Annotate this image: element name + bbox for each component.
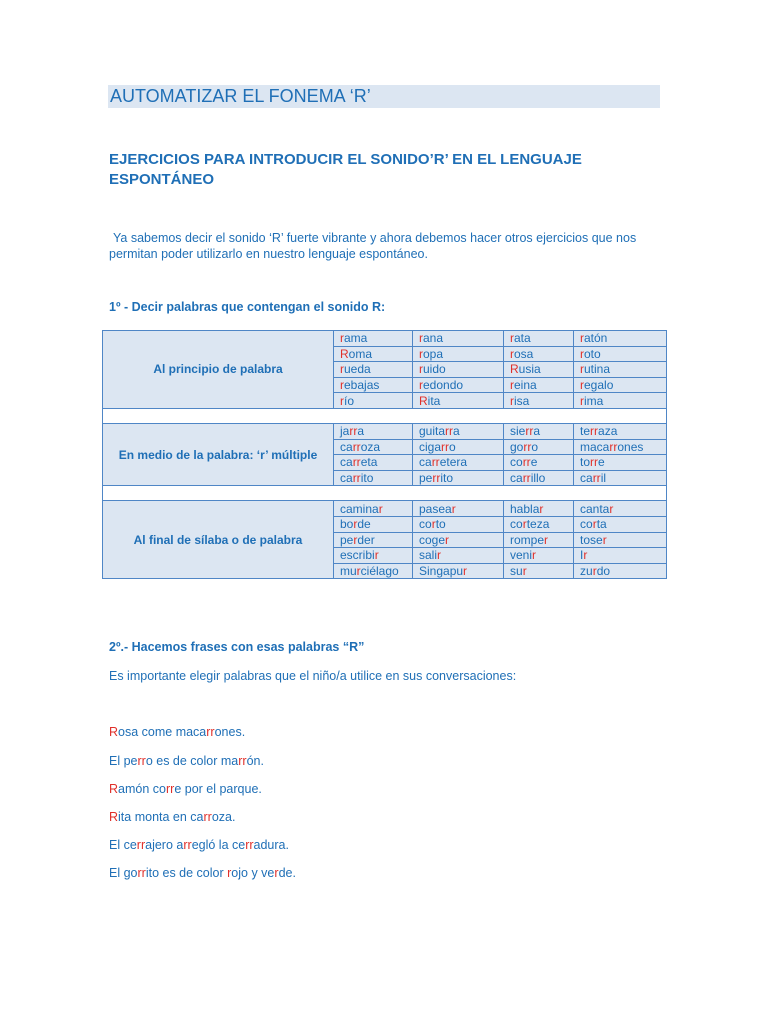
sentence-part: El ce — [109, 838, 137, 852]
word-part: ca — [340, 439, 353, 454]
word-cell — [574, 532, 667, 548]
word-cell — [334, 331, 413, 347]
r-highlight: R — [419, 393, 428, 408]
word-part: mu — [340, 564, 357, 579]
r-highlight: r — [340, 378, 344, 393]
r-highlight: rr — [609, 439, 618, 454]
word-part: e — [598, 455, 605, 470]
r-highlight: rr — [431, 455, 440, 470]
word-part: atón — [584, 331, 608, 346]
category-label: En medio de la palabra: ‘r’ múltiple — [103, 423, 334, 485]
r-highlight: r — [419, 331, 423, 346]
word-cell — [574, 470, 667, 486]
example-sentence — [109, 754, 264, 768]
word-part: opa — [423, 346, 444, 361]
r-highlight: r — [378, 501, 383, 516]
exercise-1-heading: 1º - Decir palabras que contengan el sonido R: — [109, 300, 386, 314]
word-part: habla — [510, 501, 540, 516]
word-part: ca — [510, 471, 523, 486]
word-part: ca — [580, 471, 593, 486]
word-cell — [504, 563, 574, 579]
word-part: ciélago — [360, 564, 399, 579]
r-highlight: r — [544, 532, 549, 547]
r-highlight: rr — [238, 754, 247, 768]
word-cell — [504, 423, 574, 439]
exercise-2-note: Es importante elegir palabras que el niño/a utilice en sus conversaciones: — [109, 669, 517, 683]
r-highlight: rr — [523, 439, 532, 454]
word-cell — [334, 563, 413, 579]
word-part: ca — [419, 455, 432, 470]
r-highlight: r — [510, 346, 514, 361]
r-highlight: rr — [525, 424, 534, 439]
word-cell — [574, 563, 667, 579]
word-part: a — [453, 424, 460, 439]
word-part: zu — [580, 564, 593, 579]
sentence-part: ones. — [214, 725, 246, 739]
r-highlight: r — [374, 548, 379, 563]
word-cell — [504, 362, 574, 378]
word-part: etera — [439, 455, 468, 470]
word-part: pasea — [419, 501, 452, 516]
r-highlight: rr — [432, 471, 441, 486]
word-part: edondo — [423, 378, 464, 393]
r-highlight: r — [609, 501, 614, 516]
word-part: eta — [360, 455, 378, 470]
word-part: ito — [360, 471, 374, 486]
r-highlight: R — [510, 362, 519, 377]
r-highlight: r — [510, 331, 514, 346]
sentence-part: e por el parque. — [174, 782, 262, 796]
word-cell — [504, 548, 574, 564]
word-cell — [504, 439, 574, 455]
word-cell — [413, 501, 504, 517]
exercise-2-heading: 2º.- Hacemos frases con esas palabras “R” — [109, 640, 365, 654]
word-part: su — [510, 564, 523, 579]
r-highlight: r — [431, 517, 436, 532]
word-cell — [574, 439, 667, 455]
sentence-part: El pe — [109, 754, 138, 768]
word-cell — [413, 455, 504, 471]
word-part: ca — [340, 455, 353, 470]
table-row — [103, 423, 667, 439]
r-highlight: r — [419, 362, 423, 377]
word-cell — [413, 439, 504, 455]
word-cell — [504, 470, 574, 486]
r-highlight: R — [109, 725, 119, 739]
r-highlight: r — [445, 532, 450, 547]
word-part: tose — [580, 532, 603, 547]
word-cell — [413, 362, 504, 378]
sentence-part: egló la ce — [191, 838, 246, 852]
word-part: co — [510, 455, 523, 470]
word-part: te — [580, 424, 591, 439]
r-highlight: r — [580, 362, 584, 377]
word-part: ta — [596, 517, 607, 532]
word-cell — [334, 362, 413, 378]
word-part: a — [357, 424, 365, 439]
r-highlight: r — [522, 517, 527, 532]
r-highlight: r — [602, 532, 607, 547]
r-highlight: R — [340, 346, 349, 361]
words-table-body — [103, 331, 667, 579]
word-part: oma — [348, 346, 373, 361]
word-part: usia — [518, 362, 541, 377]
word-part: co — [419, 517, 432, 532]
word-cell — [574, 346, 667, 362]
word-part: go — [510, 439, 524, 454]
word-part: canta — [580, 501, 610, 516]
word-cell — [574, 501, 667, 517]
word-part: guita — [419, 424, 446, 439]
word-part: osa — [514, 346, 534, 361]
r-highlight: r — [580, 331, 584, 346]
r-highlight: rr — [445, 424, 454, 439]
word-cell — [413, 532, 504, 548]
r-highlight: rr — [165, 782, 175, 796]
word-part: do — [596, 564, 611, 579]
r-highlight: r — [580, 378, 584, 393]
word-cell — [413, 516, 504, 532]
word-cell — [574, 423, 667, 439]
word-part: ata — [514, 331, 531, 346]
r-highlight: rr — [592, 471, 601, 486]
word-part: escribi — [340, 548, 375, 563]
example-sentence — [109, 782, 262, 796]
r-highlight: rr — [441, 439, 450, 454]
word-cell — [574, 548, 667, 564]
word-cell — [334, 423, 413, 439]
r-highlight: r — [356, 564, 361, 579]
word-part: e — [530, 455, 538, 470]
word-part: illo — [530, 471, 546, 486]
word-cell — [504, 393, 574, 409]
word-part: Singapu — [419, 564, 464, 579]
word-part: isa — [514, 393, 530, 408]
r-highlight: r — [583, 548, 588, 563]
word-part: il — [600, 471, 607, 486]
r-highlight: r — [353, 532, 358, 547]
r-highlight: r — [274, 866, 279, 880]
word-part: ama — [344, 331, 368, 346]
intro-paragraph: Ya sabemos decir el sonido ‘R’ fuerte vibrante y ahora debemos hacer otros ejercicios que nos permitan poder utilizarlo en nuestro lenguaje espontáneo. — [109, 231, 637, 261]
r-highlight: r — [340, 362, 344, 377]
word-cell — [413, 331, 504, 347]
word-cell — [574, 331, 667, 347]
r-highlight: r — [437, 548, 442, 563]
sentence-part: oza. — [211, 810, 236, 824]
word-cell — [504, 346, 574, 362]
r-highlight: rr — [522, 471, 531, 486]
word-cell — [504, 455, 574, 471]
sentence-part: adura. — [253, 838, 289, 852]
r-highlight: rr — [349, 424, 358, 439]
word-part: ones — [617, 439, 644, 454]
sentence-part: amón co — [118, 782, 166, 796]
r-highlight: rr — [203, 810, 212, 824]
word-cell — [504, 331, 574, 347]
word-cell — [334, 470, 413, 486]
r-highlight: rr — [245, 838, 254, 852]
r-highlight: rr — [590, 424, 599, 439]
word-cell — [413, 470, 504, 486]
table-row — [103, 331, 667, 347]
example-sentence — [109, 866, 296, 880]
r-highlight: rr — [137, 866, 146, 880]
r-highlight: rr — [590, 455, 599, 470]
category-label: Al final de sílaba o de palabra — [103, 501, 334, 579]
r-highlight: rr — [183, 838, 192, 852]
r-highlight: rr — [352, 471, 361, 486]
table-spacer-row — [103, 486, 667, 501]
word-cell — [413, 548, 504, 564]
word-cell — [413, 377, 504, 393]
word-cell — [334, 532, 413, 548]
word-cell — [334, 516, 413, 532]
word-cell — [504, 532, 574, 548]
r-highlight: rr — [137, 754, 146, 768]
r-highlight: r — [532, 548, 537, 563]
word-part: co — [580, 517, 593, 532]
r-highlight: r — [510, 393, 514, 408]
word-cell — [334, 393, 413, 409]
word-part: sie — [510, 424, 526, 439]
r-highlight: r — [592, 564, 597, 579]
word-part: sali — [419, 548, 438, 563]
r-highlight: r — [539, 501, 544, 516]
r-highlight: r — [227, 866, 232, 880]
sentence-part: ita monta en ca — [118, 810, 204, 824]
word-part: maca — [580, 439, 610, 454]
word-cell — [574, 516, 667, 532]
word-part: aza — [598, 424, 618, 439]
word-part: to — [580, 455, 591, 470]
sentence-part: osa come maca — [118, 725, 207, 739]
sentence-part: ajero a — [145, 838, 184, 852]
r-highlight: r — [510, 378, 514, 393]
word-part: co — [510, 517, 523, 532]
word-part: pe — [419, 471, 433, 486]
r-highlight: r — [451, 501, 456, 516]
word-cell — [504, 501, 574, 517]
word-cell — [413, 393, 504, 409]
word-part: to — [435, 517, 446, 532]
word-part: ita — [427, 393, 441, 408]
word-part: veni — [510, 548, 533, 563]
word-part: egalo — [584, 378, 614, 393]
words-table — [102, 330, 667, 579]
sentence-part: de. — [278, 866, 296, 880]
word-part: der — [357, 532, 375, 547]
sentence-part: ón. — [246, 754, 264, 768]
sentence-part: o es de color ma — [145, 754, 239, 768]
example-sentence — [109, 725, 245, 739]
word-part: ca — [340, 471, 353, 486]
r-highlight: r — [522, 564, 527, 579]
word-cell — [413, 346, 504, 362]
r-highlight: rr — [206, 725, 215, 739]
word-part: pe — [340, 532, 354, 547]
word-part: ja — [340, 424, 350, 439]
word-cell — [504, 516, 574, 532]
word-part: teza — [526, 517, 550, 532]
r-highlight: rr — [136, 838, 146, 852]
word-cell — [504, 377, 574, 393]
word-part: oto — [584, 346, 601, 361]
r-highlight: R — [109, 810, 119, 824]
word-part: ciga — [419, 439, 442, 454]
word-part: o — [531, 439, 539, 454]
r-highlight: rr — [352, 455, 361, 470]
category-label: Al principio de palabra — [103, 331, 334, 409]
r-highlight: rr — [352, 439, 361, 454]
word-cell — [334, 548, 413, 564]
r-highlight: R — [109, 782, 119, 796]
word-part: camina — [340, 501, 379, 516]
r-highlight: r — [340, 393, 344, 408]
word-part: eina — [514, 378, 537, 393]
word-part: oza — [360, 439, 381, 454]
word-cell — [413, 563, 504, 579]
word-part: uido — [423, 362, 446, 377]
sentence-part: ito es de color — [145, 866, 228, 880]
example-sentence — [109, 838, 289, 852]
word-part: ío — [344, 393, 355, 408]
r-highlight: r — [592, 517, 597, 532]
word-cell — [334, 455, 413, 471]
word-cell — [574, 362, 667, 378]
r-highlight: r — [463, 564, 468, 579]
sentence-part: ojo y ve — [231, 866, 275, 880]
page-title: AUTOMATIZAR EL FONEMA ‘R’ — [108, 85, 660, 108]
word-cell — [334, 439, 413, 455]
r-highlight: rr — [522, 455, 531, 470]
word-cell — [334, 346, 413, 362]
word-part: a — [533, 424, 541, 439]
r-highlight: r — [419, 346, 423, 361]
sentence-part: El go — [109, 866, 138, 880]
word-cell — [413, 423, 504, 439]
word-part: de — [357, 517, 371, 532]
r-highlight: r — [340, 331, 344, 346]
word-part: coge — [419, 532, 446, 547]
word-part: I — [580, 548, 584, 563]
spacer-cell — [103, 486, 667, 501]
word-cell — [334, 501, 413, 517]
word-cell — [574, 393, 667, 409]
word-cell — [574, 455, 667, 471]
word-part: o — [449, 439, 456, 454]
r-highlight: r — [580, 393, 584, 408]
word-part: ueda — [344, 362, 371, 377]
example-sentence — [109, 810, 235, 824]
word-part: bo — [340, 517, 354, 532]
r-highlight: r — [580, 346, 584, 361]
r-highlight: r — [353, 517, 358, 532]
word-part: utina — [584, 362, 611, 377]
word-part: ima — [584, 393, 604, 408]
table-row — [103, 501, 667, 517]
spacer-cell — [103, 408, 667, 423]
word-cell — [574, 377, 667, 393]
table-spacer-row — [103, 408, 667, 423]
word-cell — [334, 377, 413, 393]
section-subtitle: EJERCICIOS PARA INTRODUCIR EL SONIDO’R’ EN EL LENGUAJE ESPONTÁNEO — [109, 151, 582, 188]
word-part: ebajas — [344, 378, 380, 393]
r-highlight: r — [419, 378, 423, 393]
word-part: rompe — [510, 532, 545, 547]
word-part: ana — [423, 331, 444, 346]
word-part: ito — [440, 471, 454, 486]
